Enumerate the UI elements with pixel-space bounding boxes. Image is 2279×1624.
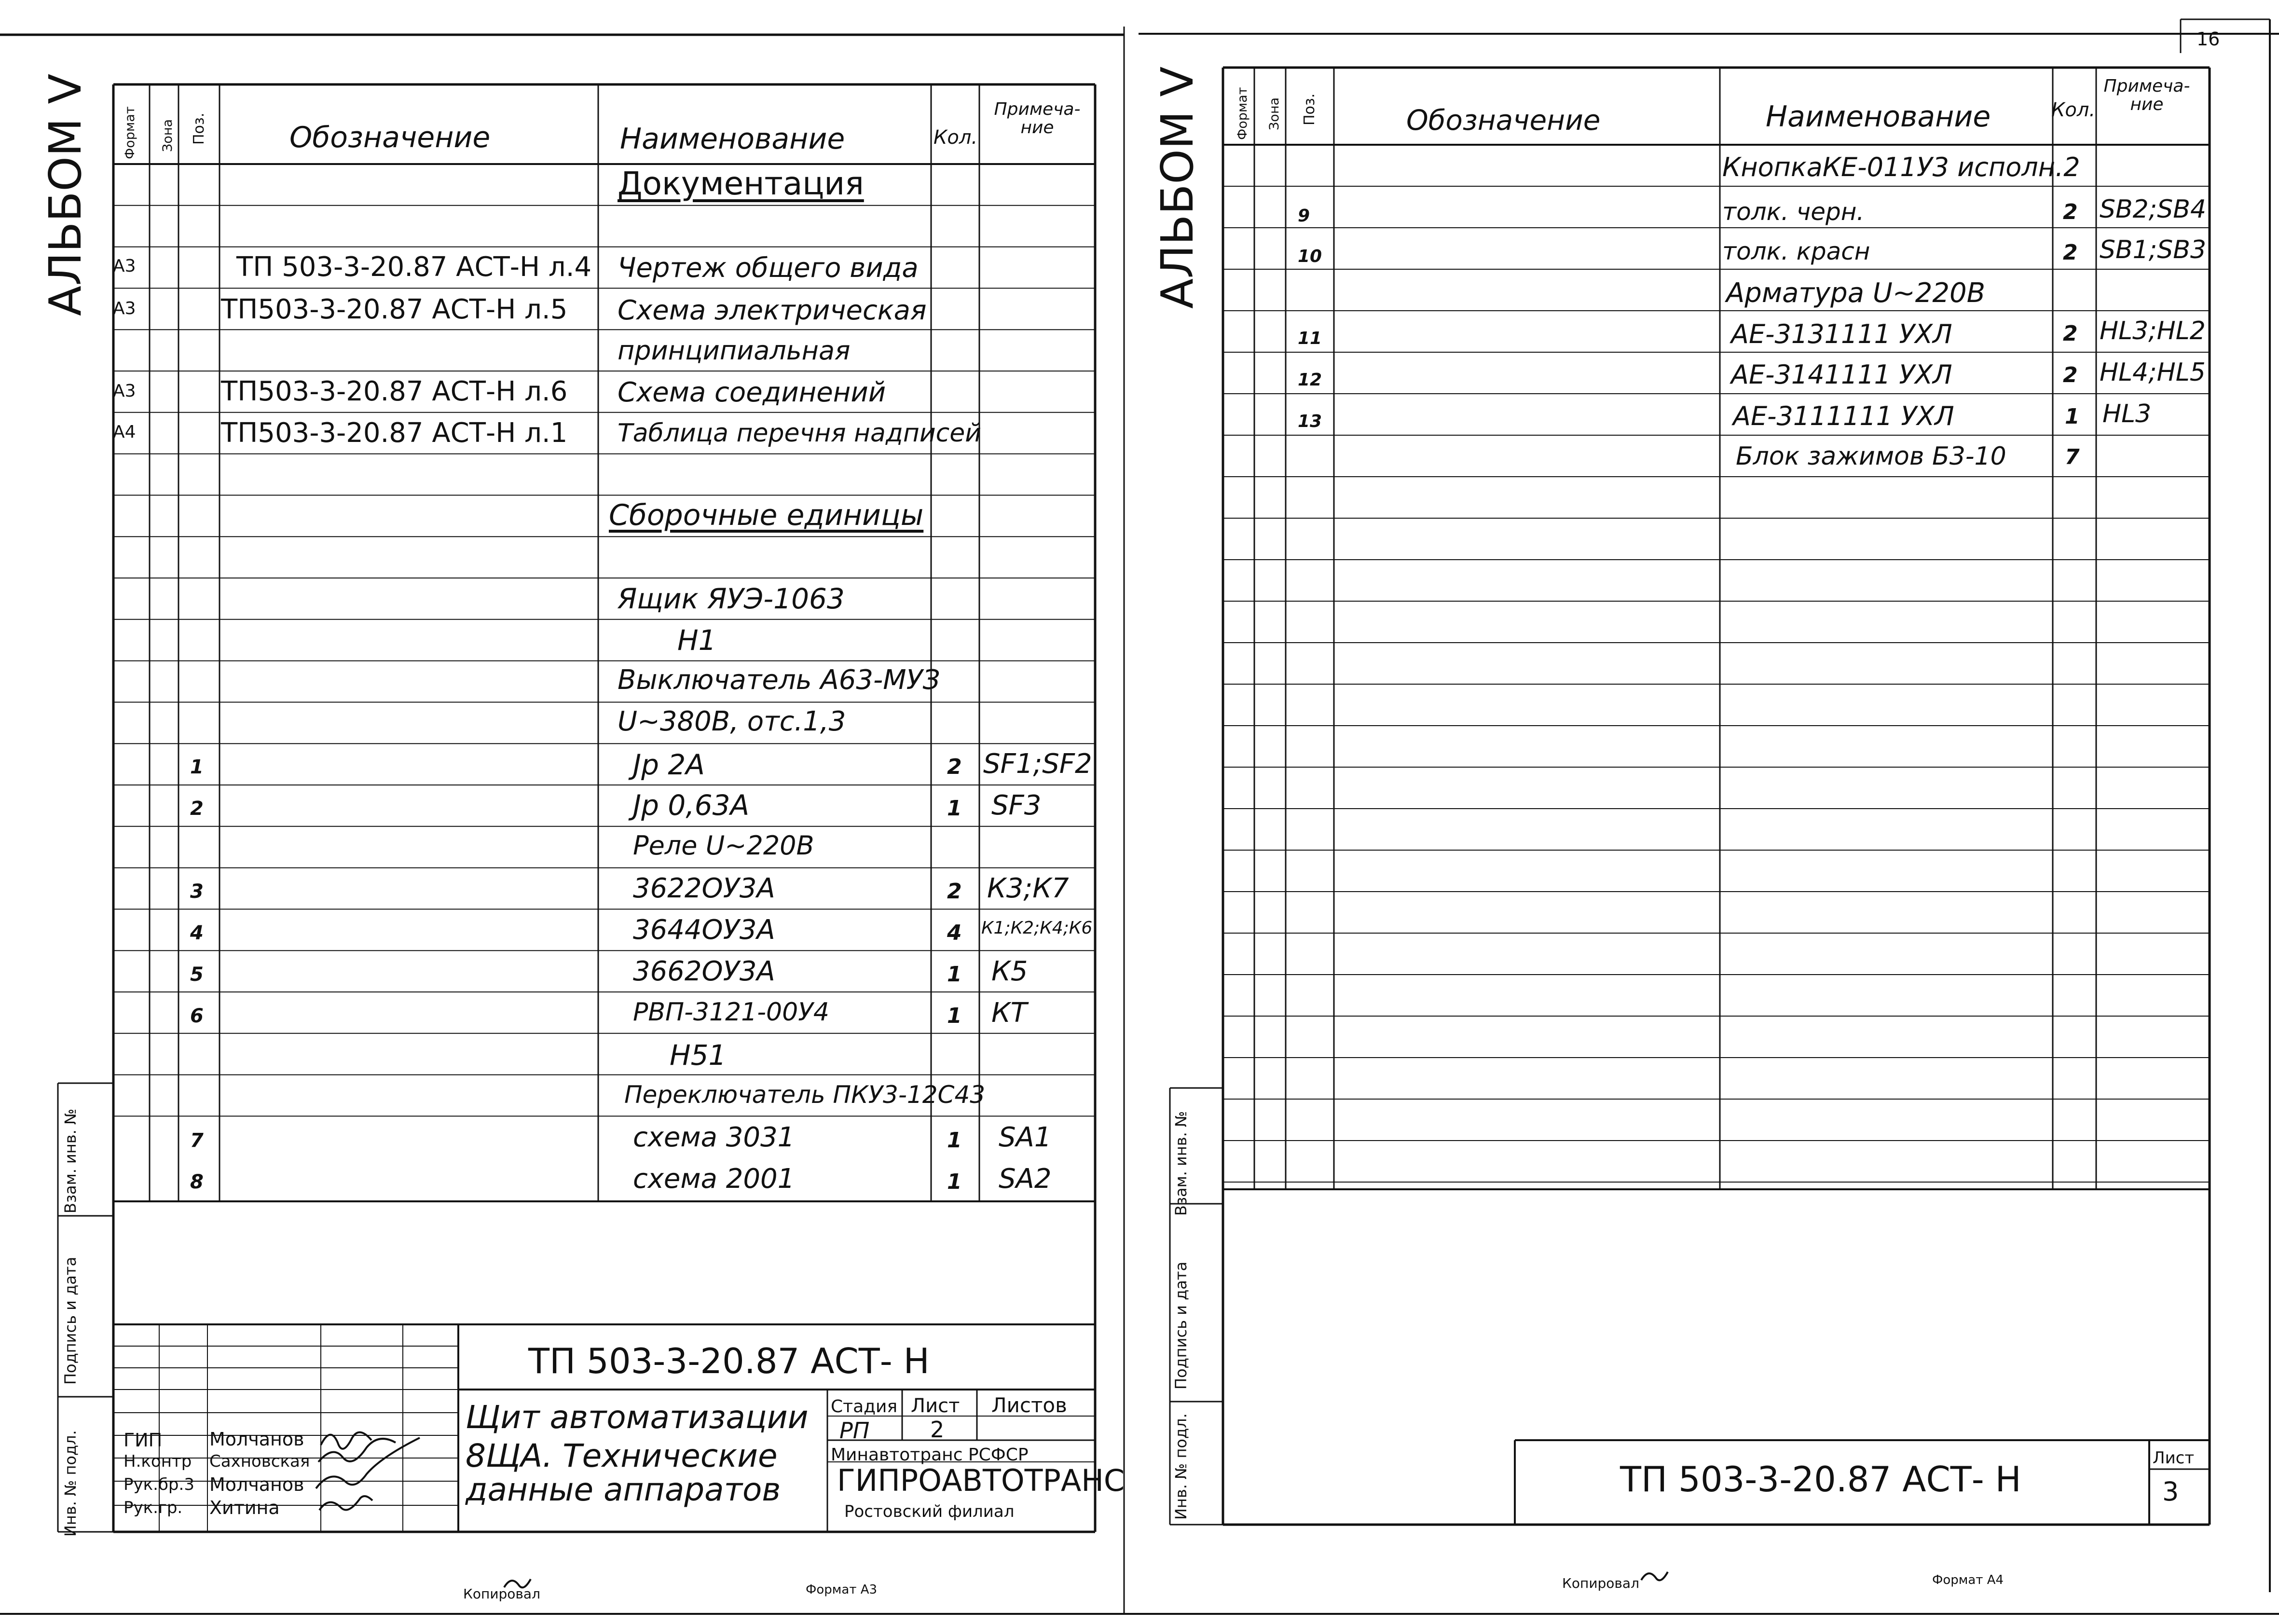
left-row-note-18: КТ [991, 997, 1027, 1029]
right-header-name: Наименование [1766, 100, 1991, 134]
right-row-pos-6: 12 [1298, 370, 1322, 390]
right-row-note-6: HL4;HL5 [2100, 358, 2206, 387]
left-row-pos-13: 2 [190, 798, 204, 820]
left-stamp-title-1: Щит автоматизации [466, 1399, 809, 1436]
right-header-zone: Зона [1267, 97, 1282, 130]
left-header-format: Формат [123, 106, 137, 159]
left-row-pos-18: 6 [190, 1005, 204, 1027]
right-row-qty-7: 1 [2065, 404, 2080, 429]
left-row-note-13: SF3 [991, 790, 1042, 821]
right-row-pos-2: 9 [1298, 206, 1310, 226]
right-stamp-code: ТП 503-3-20.87 АСТ- Н [1620, 1459, 2021, 1500]
left-row-name-17: 3662ОУ3А [633, 956, 775, 987]
left-row-pos-12: 1 [190, 756, 204, 778]
left-header-note: Примеча-ние [994, 99, 1081, 138]
right-row-name-1: КнопкаКЕ-011У3 исполн.2 [1722, 152, 2080, 182]
left-row-qty-13: 1 [947, 796, 962, 821]
left-row-pos-21: 7 [190, 1129, 204, 1152]
left-row-name-19: Н51 [670, 1039, 727, 1072]
left-row-name-5: Схема соединений [618, 377, 886, 408]
right-row-name-4: Арматура U~220В [1726, 277, 1986, 309]
right-row-name-8: Блок зажимов Б3-10 [1736, 442, 2006, 471]
right-row-qty-5: 2 [2063, 321, 2078, 346]
left-stamp-title-3: данные аппаратов [466, 1471, 781, 1508]
left-row-name-14: Реле U~220В [633, 830, 814, 861]
left-row-designation-5: ТП503-3-20.87 АСТ-Н л.6 [221, 376, 568, 407]
left-row-note-21: SA1 [999, 1122, 1052, 1153]
left-row-name-7: Сборочные единицы [609, 498, 924, 532]
right-row-qty-6: 2 [2063, 363, 2078, 387]
left-row-designation-3: ТП503-3-20.87 АСТ-Н л.5 [221, 294, 568, 325]
left-row-designation-6: ТП503-3-20.87 АСТ-Н л.1 [221, 417, 568, 449]
album-label-right: АЛЬБОМ V [1152, 66, 1203, 309]
right-row-note-5: HL3;HL2 [2100, 317, 2206, 345]
right-bottom-copied: Копировал [1562, 1575, 1639, 1591]
left-row-name-3: Схема электрическая [618, 295, 927, 326]
left-stamp-code: ТП 503-3-20.87 АСТ- Н [528, 1341, 930, 1381]
left-row-name-12: Jр 2А [633, 748, 705, 781]
left-row-format-2: А3 [113, 256, 136, 276]
left-stamp-sheet-label: Лист [911, 1395, 960, 1417]
left-row-qty-17: 1 [947, 962, 962, 987]
left-stamp-org-3: Ростовский филиал [844, 1502, 1015, 1521]
left-row-format-5: А3 [113, 381, 136, 401]
right-row-note-3: SB1;SB3 [2100, 235, 2207, 264]
left-side-label-interchange: Взам. инв. № [61, 1108, 80, 1213]
left-row-name-22: схема 2001 [633, 1163, 795, 1195]
left-row-name-1: Документация [618, 165, 864, 202]
left-bottom-format: Формат А3 [806, 1583, 878, 1597]
left-row-name-8: Ящик ЯУЭ-1063 [618, 582, 845, 615]
left-row-note-15: К3;К7 [987, 873, 1069, 904]
left-stamp-role-3: Рук.бр.3 [124, 1475, 194, 1494]
left-stamp-role-1: ГИП [124, 1430, 163, 1451]
left-row-qty-15: 2 [947, 879, 962, 904]
left-stamp-org-1: Минавтотранс РСФСР [831, 1445, 1029, 1465]
left-stamp-role-2: Н.контр [124, 1452, 192, 1471]
right-stamp-sheet-label: Лист [2153, 1448, 2195, 1468]
left-header-qty: Кол. [934, 126, 978, 149]
left-row-name-2: Чертеж общего вида [618, 252, 919, 284]
left-row-qty-12: 2 [947, 755, 962, 779]
right-row-pos-7: 13 [1298, 412, 1322, 431]
left-row-note-17: К5 [991, 956, 1028, 987]
left-row-note-12: SF1;SF2 [983, 748, 1092, 780]
left-stamp-sheet: 2 [930, 1417, 945, 1443]
left-row-name-9: Н1 [677, 624, 716, 657]
left-stamp-stage-label: Стадия [831, 1397, 898, 1417]
left-row-qty-16: 4 [947, 921, 962, 945]
left-row-format-3: А3 [113, 299, 136, 318]
left-stamp-name-1: Молчанов [209, 1429, 304, 1450]
right-row-note-2: SB2;SB4 [2100, 195, 2207, 224]
right-header-qty: Кол. [2051, 99, 2096, 121]
left-row-name-4: принципиальная [618, 335, 851, 366]
left-row-note-22: SA2 [999, 1163, 1052, 1195]
right-row-qty-2: 2 [2063, 200, 2078, 224]
right-row-note-7: HL3 [2102, 399, 2152, 428]
left-stamp-title-2: 8ЩА. Технические [466, 1437, 778, 1474]
right-row-qty-8: 7 [2065, 445, 2080, 469]
right-bottom-format: Формат А4 [1932, 1573, 2004, 1587]
left-row-pos-16: 4 [190, 922, 204, 944]
left-row-qty-18: 1 [947, 1004, 962, 1028]
left-row-qty-21: 1 [947, 1128, 962, 1153]
left-row-note-16: К1;К2;К4;К6 [981, 918, 1093, 938]
left-row-name-21: схема 3031 [633, 1122, 795, 1153]
page-number: 16 [2197, 28, 2220, 50]
right-header-format: Формат [1235, 87, 1250, 140]
right-side-label-interchange: Взам. инв. № [1172, 1111, 1190, 1216]
left-row-name-15: 3622ОУ3А [633, 873, 775, 904]
right-header-pos: Поз. [1301, 93, 1318, 125]
left-stamp-name-2: Сахновская [209, 1452, 310, 1471]
left-row-name-20: Переключатель ПКУ3-12С43 [624, 1081, 986, 1109]
left-header-zone: Зона [160, 119, 175, 152]
right-side-label-inv-orig: Инв. № подл. [1172, 1413, 1190, 1520]
left-stamp-name-4: Хитина [209, 1497, 280, 1518]
left-row-pos-15: 3 [190, 881, 204, 903]
left-stamp-role-4: Рук.гр. [124, 1498, 183, 1517]
right-row-name-2: толк. черн. [1722, 198, 1865, 226]
left-side-label-inv-orig: Инв. № подл. [61, 1430, 80, 1537]
left-stamp-stage: РП [839, 1418, 870, 1444]
right-row-name-5: АЕ-3131111 УХЛ [1731, 319, 1952, 349]
left-row-pos-22: 8 [190, 1171, 204, 1193]
right-header-note: Примеча-ние [2103, 76, 2190, 114]
left-row-format-6: А4 [113, 422, 136, 442]
left-row-pos-17: 5 [190, 963, 204, 986]
right-row-name-6: АЕ-3141111 УХЛ [1731, 359, 1952, 390]
left-stamp-org-2: ГИПРОАВТОТРАНС [837, 1463, 1125, 1498]
right-row-name-3: толк. красн [1722, 237, 1870, 265]
left-row-qty-22: 1 [947, 1170, 962, 1194]
right-row-qty-3: 2 [2063, 240, 2078, 265]
left-row-name-6: Таблица перечня надписей [618, 419, 982, 448]
left-bottom-copied: Копировал [463, 1586, 540, 1602]
left-row-name-10: Выключатель А63-МУЗ [618, 664, 940, 696]
right-side-label-sign-date: Подпись и дата [1172, 1261, 1190, 1390]
left-row-designation-2: ТП 503-3-20.87 АСТ-Н л.4 [236, 251, 592, 283]
right-row-pos-5: 11 [1298, 329, 1322, 348]
left-row-name-18: РВП-3121-00У4 [633, 998, 829, 1027]
left-header-pos: Поз. [191, 112, 207, 145]
left-side-label-sign-date: Подпись и дата [61, 1256, 80, 1385]
left-row-name-13: Jр 0,63А [633, 789, 750, 822]
left-header-name: Наименование [620, 122, 845, 156]
right-row-pos-3: 10 [1298, 247, 1322, 266]
album-label-left: АЛЬБОМ V [40, 73, 91, 316]
left-stamp-sheets-label: Листов [991, 1393, 1067, 1417]
right-header-designation: Обозначение [1406, 104, 1601, 137]
left-stamp-name-3: Молчанов [209, 1474, 304, 1495]
right-stamp-sheet: 3 [2162, 1476, 2179, 1507]
left-header-designation: Обозначение [289, 121, 491, 154]
left-row-name-11: U~380В, отс.1,3 [618, 706, 846, 737]
left-row-name-16: 3644ОУ3А [633, 914, 775, 946]
right-row-name-7: АЕ-3111111 УХЛ [1733, 401, 1954, 431]
